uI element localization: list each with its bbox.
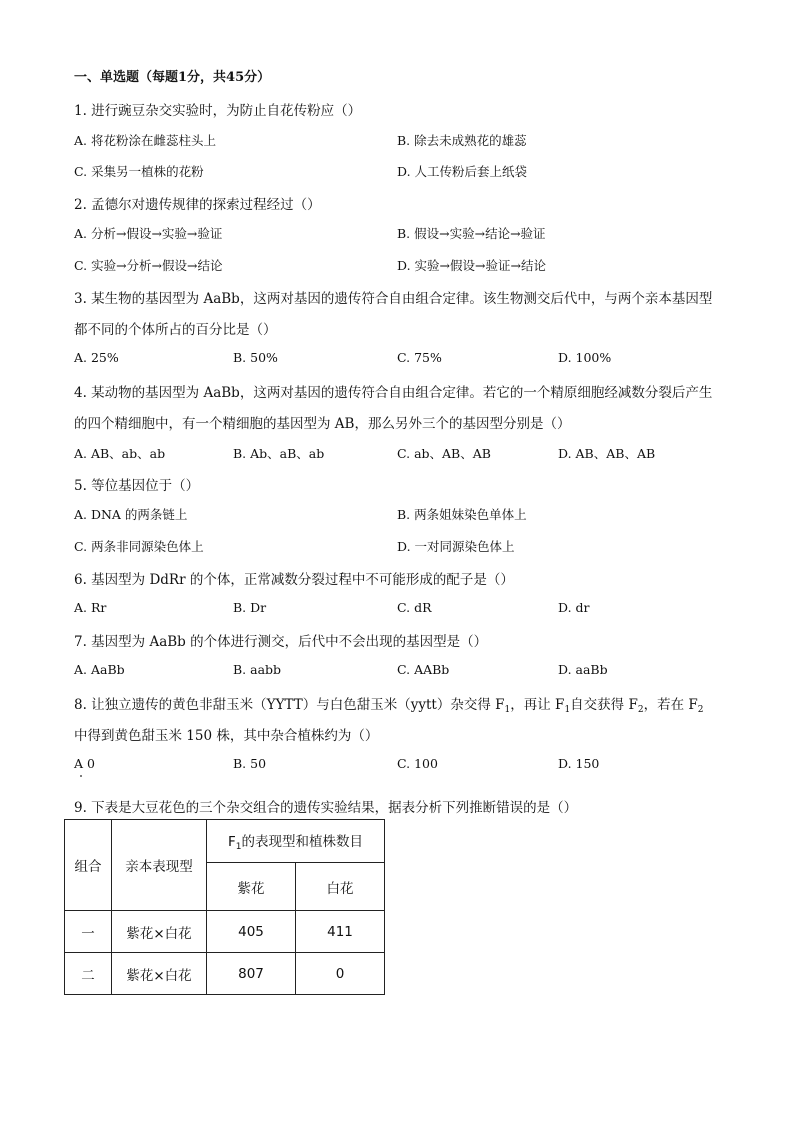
question-1-option-a: A. 将花粉涂在雌蕊柱头上 <box>74 133 216 148</box>
question-4-stem-line1: 4. 某动物的基因型为 AaBb，这两对基因的遗传符合自由组合定律。若它的一个精原细胞经减数分裂后产生 <box>74 385 713 401</box>
question-5-option-c: C. 两条非同源染色体上 <box>74 539 204 554</box>
question-8-stem-line1 <box>74 693 703 715</box>
question-5-option-b: B. 两条姐妹染色单体上 <box>397 507 527 522</box>
cell-white: 411 <box>296 911 385 953</box>
question-3-stem-line1: 3. 某生物的基因型为 AaBb，这两对基因的遗传符合自由组合定律。该生物测交后代中，与两个亲本基因型 <box>74 291 713 307</box>
cell-group: 二 <box>65 953 112 995</box>
cell-parent: 紫花×白花 <box>112 911 207 953</box>
question-5-option-d: D. 一对同源染色体上 <box>397 539 515 554</box>
header-purple: 紫花 <box>207 863 296 911</box>
section-title: 一、单选题（每题1分，共45分） <box>74 70 271 85</box>
question-5-stem: 5. 等位基因位于（） <box>74 478 200 494</box>
question-7-option-c: C. AABb <box>397 662 450 677</box>
question-7-option-d: D. aaBb <box>558 662 608 677</box>
q8-text-1: 8. 让独立遗传的黄色非甜玉米（YYTT）与白色甜玉米（yytt）杂交得 F <box>74 697 505 713</box>
cell-group: 一 <box>65 911 112 953</box>
header-f1-prefix: F <box>228 834 236 850</box>
table-row <box>65 953 385 995</box>
table-row <box>65 911 385 953</box>
question-7-stem: 7. 基因型为 AaBb 的个体进行测交，后代中不会出现的基因型是（） <box>74 634 488 650</box>
question-1-stem: 1. 进行豌豆杂交实验时，为防止自花传粉应（） <box>74 103 362 119</box>
question-4-stem-line2: 的四个精细胞中，有一个精细胞的基因型为 AB，那么另外三个的基因型分别是（） <box>74 416 571 432</box>
question-3-option-c: C. 75% <box>397 350 442 365</box>
question-2-stem: 2. 孟德尔对遗传规律的探索过程经过（） <box>74 197 321 213</box>
question-2-option-c: C. 实验→分析→假设→结论 <box>74 258 223 273</box>
q8-sub-2: 1 <box>564 705 571 715</box>
question-4-option-a: A. AB、ab、ab <box>74 446 166 461</box>
cell-purple: 807 <box>207 953 296 995</box>
question-2-option-b: B. 假设→实验→结论→验证 <box>397 226 546 241</box>
header-f1-suffix: 的表现型和植株数目 <box>241 834 363 850</box>
question-5-option-a: A. DNA 的两条链上 <box>74 507 188 522</box>
q8-sub-1: 1 <box>504 705 511 715</box>
question-8-option-b: B. 50 <box>233 756 267 771</box>
question-1-option-c: C. 采集另一植株的花粉 <box>74 164 204 179</box>
header-parent-phenotype: 亲本表现型 <box>112 820 207 911</box>
question-6-option-d: D. dr <box>558 600 590 615</box>
question-8-option-a: A 0 <box>74 756 95 771</box>
q8-text-3: 自交获得 F <box>570 697 638 713</box>
q8-sub-4: 2 <box>697 705 704 715</box>
q8-text-2: ，再让 F <box>510 697 565 713</box>
question-3-option-a: A. 25% <box>74 350 119 365</box>
question-8-stem-line2: 中得到黄色甜玉米 150 株，其中杂合植株约为（） <box>74 728 379 744</box>
question-9-stem: 9. 下表是大豆花色的三个杂交组合的遗传实验结果，据表分析下列推断错误的是（） <box>74 800 578 816</box>
question-4-option-b: B. Ab、aB、ab <box>233 446 325 461</box>
cell-purple: 405 <box>207 911 296 953</box>
question-2-option-a: A. 分析→假设→实验→验证 <box>74 226 223 241</box>
question-6-option-b: B. Dr <box>233 600 267 615</box>
header-white: 白花 <box>296 863 385 911</box>
q8-text-4: ，若在 F <box>643 697 698 713</box>
header-f1-sub: 1 <box>235 842 242 852</box>
question-4-option-c: C. ab、AB、AB <box>397 446 491 461</box>
question-6-stem: 6. 基因型为 DdRr 的个体，正常减数分裂过程中不可能形成的配子是（） <box>74 572 514 588</box>
stray-dot <box>80 775 82 777</box>
question-3-option-d: D. 100% <box>558 350 612 365</box>
question-6-option-a: A. Rr <box>74 600 107 615</box>
question-1-option-d: D. 人工传粉后套上纸袋 <box>397 164 528 179</box>
header-group: 组合 <box>65 820 112 911</box>
question-8-option-d: D. 150 <box>558 756 600 771</box>
question-8-option-c: C. 100 <box>397 756 438 771</box>
question-1-option-b: B. 除去未成熟花的雄蕊 <box>397 133 527 148</box>
question-3-option-b: B. 50% <box>233 350 278 365</box>
question-7-option-a: A. AaBb <box>74 662 125 677</box>
cell-parent: 紫花×白花 <box>112 953 207 995</box>
question-3-stem-line2: 都不同的个体所占的百分比是（） <box>74 322 277 338</box>
cell-white: 0 <box>296 953 385 995</box>
question-6-option-c: C. dR <box>397 600 432 615</box>
q8-sub-3: 2 <box>637 705 644 715</box>
question-7-option-b: B. aabb <box>233 662 282 677</box>
question-4-option-d: D. AB、AB、AB <box>558 446 656 461</box>
question-2-option-d: D. 实验→假设→验证→结论 <box>397 258 546 273</box>
header-f1 <box>207 820 385 863</box>
results-table <box>64 819 385 995</box>
